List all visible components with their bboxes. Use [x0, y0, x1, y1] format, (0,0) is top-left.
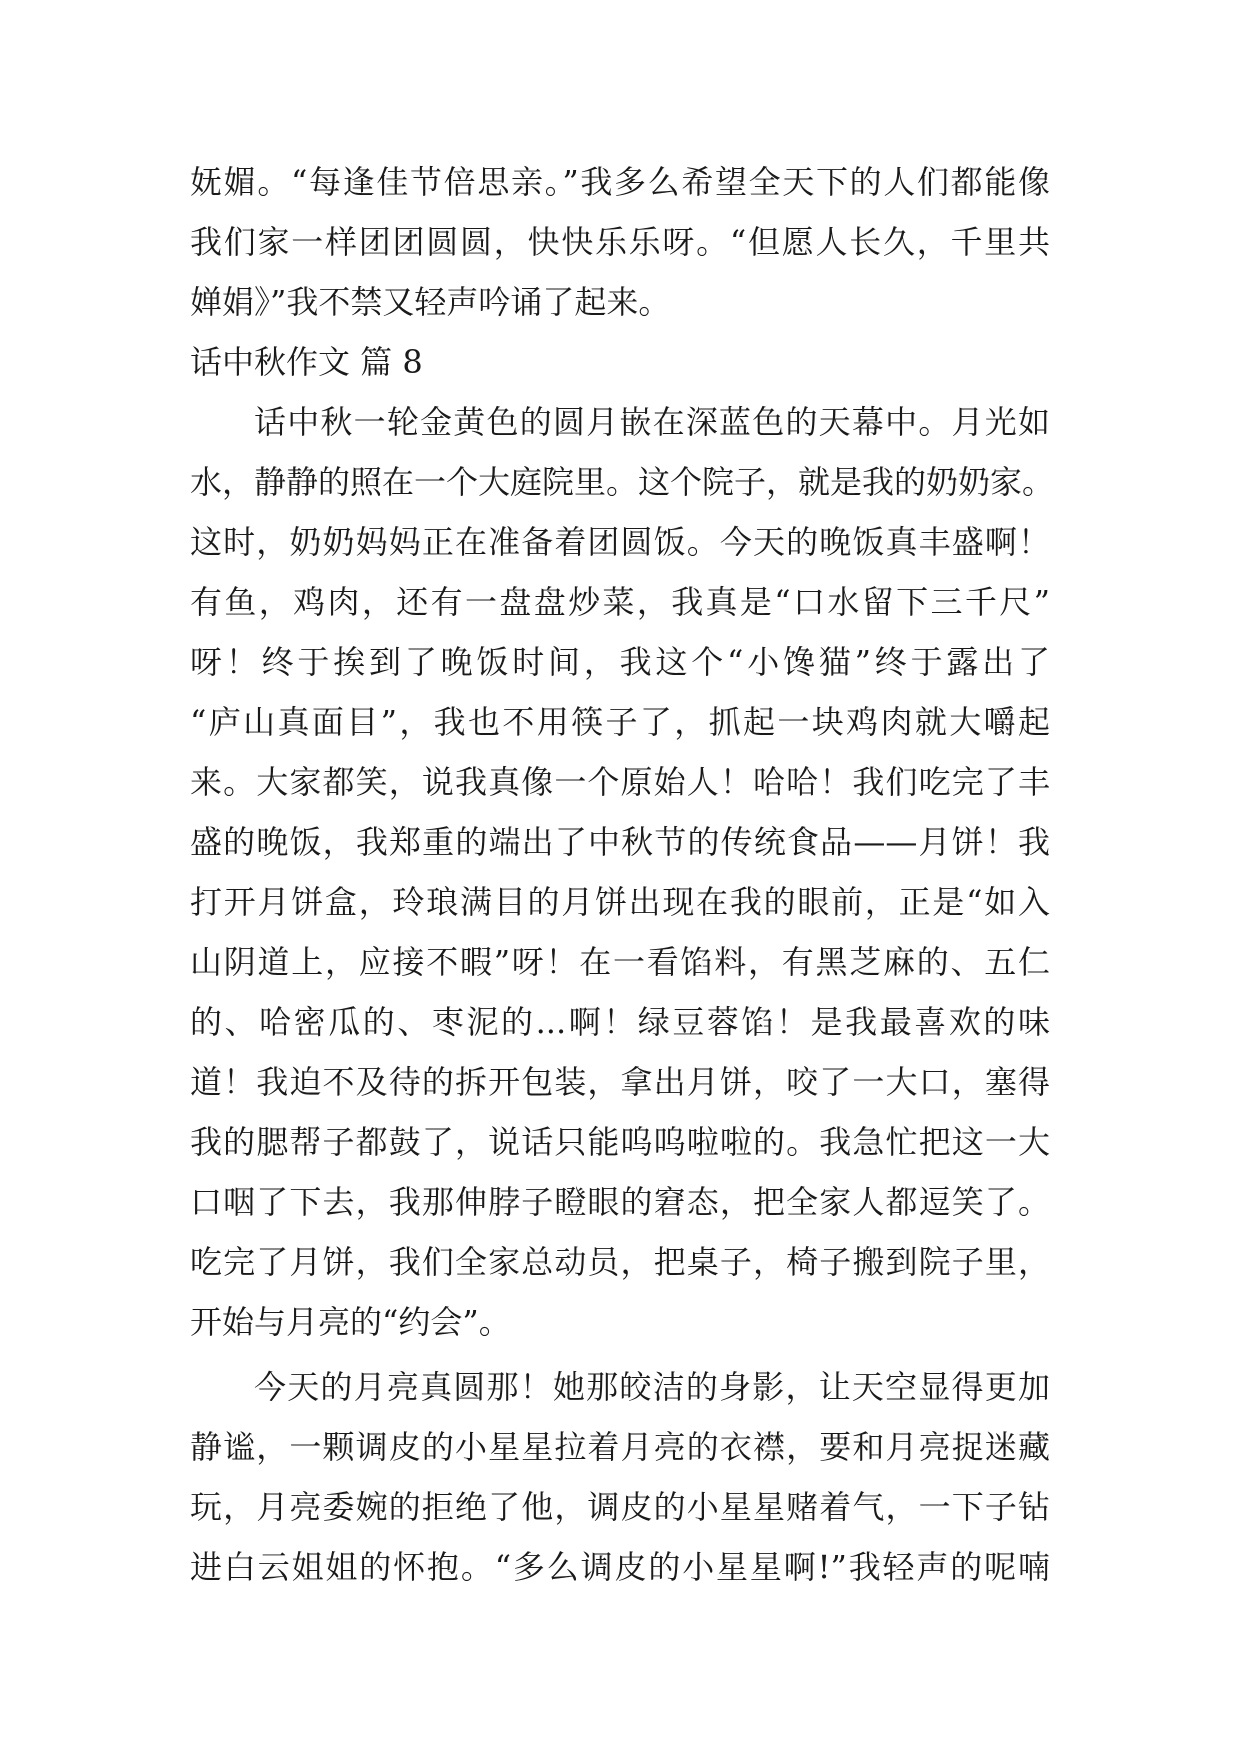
text-line: 打开月饼盒，玲琅满目的月饼出现在我的眼前，正是“如入: [190, 883, 1050, 921]
text-line: 开始与月亮的“约会”。: [190, 1303, 511, 1341]
text-line: 有鱼，鸡肉，还有一盘盘炒菜，我真是“口水留下三千尺”: [190, 583, 1050, 621]
text-line: 静谧，一颗调皮的小星星拉着月亮的衣襟，要和月亮捉迷藏: [190, 1428, 1050, 1466]
text-line: 来。大家都笑，说我真像一个原始人！哈哈！我们吃完了丰: [190, 763, 1050, 801]
text-line: 这时，奶奶妈妈正在准备着团圆饭。今天的晚饭真丰盛啊！: [190, 523, 1050, 561]
text-line: 婵娟》”我不禁又轻声吟诵了起来。: [190, 283, 671, 321]
text-line: 我的腮帮子都鼓了，说话只能呜呜啦啦的。我急忙把这一大: [190, 1123, 1050, 1161]
text-line: “庐山真面目”，我也不用筷子了，抓起一块鸡肉就大嚼起: [190, 703, 1050, 741]
text-line: 今天的月亮真圆那！她那皎洁的身影，让天空显得更加: [254, 1368, 1050, 1406]
text-line: 玩，月亮委婉的拒绝了他，调皮的小星星赌着气，一下子钻: [190, 1488, 1050, 1526]
text-line: 口咽了下去，我那伸脖子瞪眼的窘态，把全家人都逗笑了。: [190, 1183, 1050, 1221]
text-line: 呀！终于挨到了晚饭时间，我这个“小馋猫”终于露出了: [190, 643, 1050, 681]
text-line: 我们家一样团团圆圆，快快乐乐呀。“但愿人长久，千里共: [190, 223, 1050, 261]
text-line: 道！我迫不及待的拆开包装，拿出月饼，咬了一大口，塞得: [190, 1063, 1050, 1101]
text-line: 进白云姐姐的怀抱。“多么调皮的小星星啊!”我轻声的呢喃: [190, 1548, 1050, 1586]
text-line: 吃完了月饼，我们全家总动员，把桌子，椅子搬到院子里，: [190, 1243, 1050, 1281]
text-line: 水，静静的照在一个大庭院里。这个院子，就是我的奶奶家。: [190, 463, 1055, 501]
text-line: 妩媚。“每逢佳节倍思亲。”我多么希望全天下的人们都能像: [190, 163, 1050, 201]
section-title: 话中秋作文 篇 8: [190, 343, 423, 381]
text-line: 山阴道上，应接不暇”呀！在一看馅料，有黑芝麻的、五仁: [190, 943, 1050, 981]
text-line: 的、哈密瓜的、枣泥的...啊！绿豆蓉馅！是我最喜欢的味: [190, 1003, 1050, 1041]
text-line: 话中秋一轮金黄色的圆月嵌在深蓝色的天幕中。月光如: [254, 403, 1050, 441]
text-line: 盛的晚饭，我郑重的端出了中秋节的传统食品——月饼！我: [190, 823, 1050, 861]
